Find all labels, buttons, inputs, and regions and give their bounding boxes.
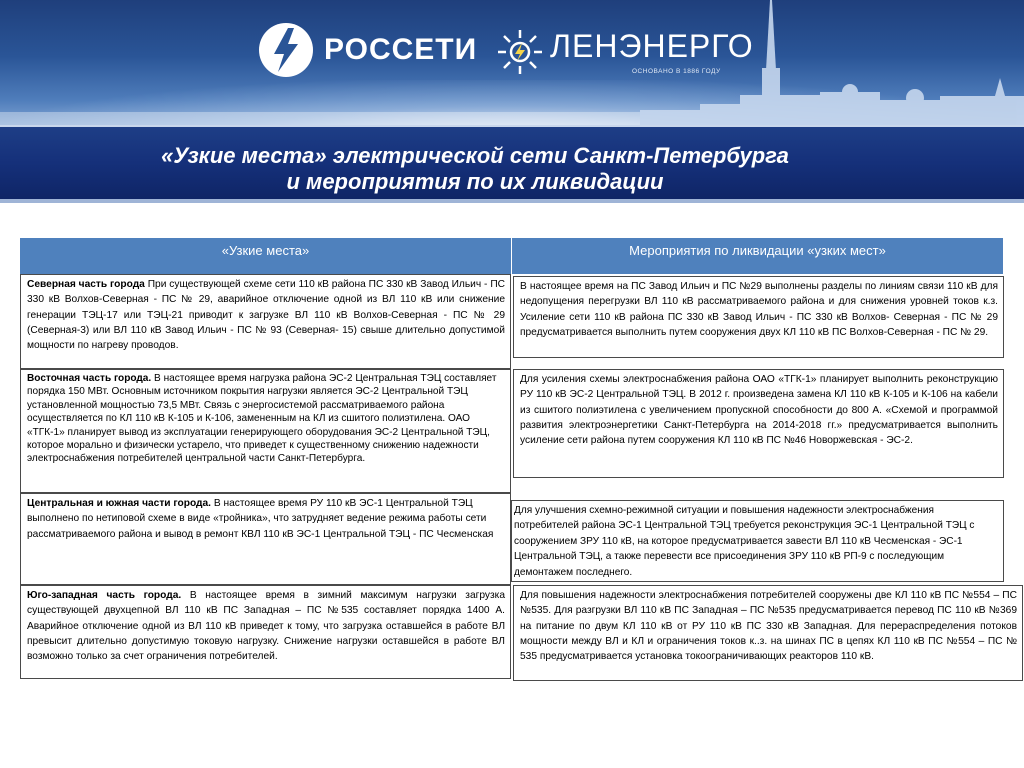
measure-text: Для усиления схемы электроснабжения района ОАО «ТГК-1» планирует выполнить реконструкцию РУ 110 кВ ЭС-2 Центральной ТЭЦ. В 2012 г. произведена замена КЛ 110 кВ К-105 и К-106 на кабели из сшитого полиэтилена с увеличением пропускной способности до 800 А. «Схемой и программой развития электроэнергетики Санкт-Петербурга на 2014-2018 гг.» предусматривается выполнить усиление сети района путем сооружения КЛ 110 кВ ПС №46 Новоржевская - ЭС-2.	[520, 374, 998, 447]
rosseti-wordmark: РОССЕТИ	[324, 33, 478, 66]
bottleneck-text: В настоящее время РУ 110 кВ ЭС-1 Центральной ТЭЦ выполнено по нетиповой схеме в виде «тройника», что затрудняет ведение режима работы сети рассматриваемого района и вывод в ремонт КВЛ 110 кВ ЭС-1 Центральной ТЭЦ - ПС Чесменская	[27, 498, 494, 540]
region-name: Центральная и южная части города.	[27, 498, 212, 509]
page-title-line-2: и мероприятия по их ликвидации	[286, 169, 664, 194]
measure-cell-central-south	[511, 500, 1004, 582]
lenenergo-sun-icon	[496, 28, 544, 76]
table-header	[20, 238, 1003, 274]
bottleneck-cell-north	[20, 274, 511, 369]
lenenergo-founded-caption: ОСНОВАНО В 1886 ГОДУ	[632, 68, 721, 75]
lenenergo-wordmark: ЛЕНЭНЕРГО	[550, 28, 754, 64]
rosseti-emblem-icon	[258, 22, 314, 78]
bottleneck-cell-central-south	[20, 493, 511, 585]
measure-text: В настоящее время на ПС Завод Ильич и ПС №29 выполнены разделы по линиям связи 110 кВ для недопущения перегрузки ВЛ 110 кВ рассматриваемого района и для снижения уровней токов к.з. Усиление сети 110 кВ района ПС 330 кВ Завод Ильич - ПС 330 кВ Волхов- Северная - ПС № 29 предусматривается выполнить путем сооружения двух КЛ 110 кВ ПС Волхов-Северная - ПС № 29.	[520, 281, 998, 338]
bottleneck-cell-east	[20, 369, 511, 493]
measure-cell-north	[513, 276, 1004, 358]
measure-cell-south-west	[513, 585, 1023, 681]
measure-text: Для повышения надежности электроснабжения потребителей сооружены две КЛ 110 кВ ПС №554 – ПС №535. Для разгрузки ВЛ 110 кВ ПС Западная – ПС №535 предусматривается перевод ПС 110 кВ №369 на питание по двум КЛ 110 кВ от РУ 110 кВ ПС 330 кВ Западная. Для перераспределения потоков мощности между ВЛ и КЛ и ограничения токов к..з. на шинах ПС в цепях КЛ 110 кВ ПС №554 – ПС № 535 предусматривается установка токоограничивающих реакторов 110 кВ.	[520, 590, 1017, 663]
measure-cell-east	[513, 369, 1004, 478]
region-name: Восточная часть города.	[27, 373, 152, 384]
column-header-measures: Мероприятия по ликвидации «узких мест»	[512, 238, 1003, 274]
bottleneck-text: В настоящее время нагрузка района ЭС-2 Центральная ТЭЦ составляет порядка 150 МВт. Основным источником покрытия нагрузки является ЭС-2 Центральной ТЭЦ установленной мощностью 73,5 МВт. Связь с энергосистемой рассматриваемого района осуществляется по КЛ 110 кВ К-105 и К-106, замененным на КЛ из сшитого полиэтилена. ОАО «ТГК-1» планирует вывод из эксплуатации генерирующего оборудования ЭС-2 Центральной ТЭЦ, которое морально и физически устарело, что приведет к существенному снижению надежности электроснабжения потребителей центральной части Санкт-Петербурга.	[27, 373, 497, 465]
bottleneck-text: При существующей схеме сети 110 кВ района ПС 330 кВ Завод Ильич - ПС 330 кВ Волхов-Северная - ПС № 29, аварийное отключение одной из ВЛ 110 кВ или снижение генерации ТЭЦ-17 или ТЭЦ-21 приводит к загрузке ВЛ 110 кВ Волхов-Северная - ПС № 29 (Северная-3) или ВЛ 110 кВ Завод Ильич - ПС № 93 (Северная- 15) свыше длительно допустимой мощности по нагреву проводов.	[27, 279, 505, 352]
title-banner	[0, 125, 1024, 203]
header-banner	[0, 0, 1024, 125]
region-name: Юго-западная часть города.	[27, 590, 182, 601]
column-header-bottlenecks: «Узкие места»	[20, 238, 512, 274]
page-title-line-1: «Узкие места» электрической сети Санкт-Петербурга	[161, 143, 789, 168]
bottleneck-text: В настоящее время в зимний максимум нагрузки загрузка существующей двухцепной ВЛ 110 кВ ПС Западная – ПС №535 составляет порядка 1400 А. Аварийное отключение одной из ВЛ 110 кВ приведет к тому, что загрузка оставшейся в работе ВЛ превысит длительно допустимую токовую нагрузку. Снижение нагрузки оставшейся в работе ВЛ возможно только за счет ограничения потребителей.	[27, 590, 506, 663]
bottleneck-cell-south-west	[20, 585, 511, 679]
region-name: Северная часть города	[27, 279, 145, 290]
rosseti-logo	[258, 22, 477, 78]
measure-text: Для улучшения схемно-режимной ситуации и повышения надежности электроснабжения потребителей района ЭС-1 Центральной ТЭЦ требуется реконструкция ЭС-1 Центральной ТЭЦ с сооружением ЗРУ 110 кВ, на которое предусматривается завести ВЛ 110 кВ Чесменская - ЭС-1 Центральной ТЭЦ, а также перевести все присоединения ЗРУ 110 кВ РП-9 с последующим демонтажем последнего.	[514, 505, 975, 578]
